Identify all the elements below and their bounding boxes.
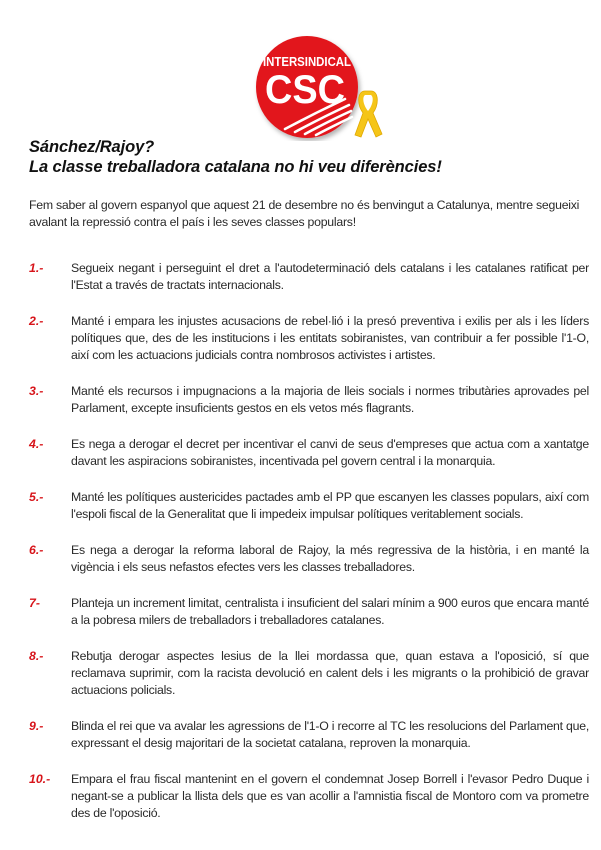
item-number: 2.- <box>29 314 44 328</box>
item-text: Manté i empara les injustes acusacions de rebel·lió i la presó preventiva i exilis per als i les líders polítiques que, des de les institucions i les entitats sobiranistes, van contribuir a fer possible l'1-O, així com les actuacions judicials contra nombrosos activistes i artistes. <box>71 314 589 362</box>
item-text: Empara el frau fiscal mantenint en el govern el condemnat Josep Borrell i l'evasor Pedro Duque i negant-se a publicar la llista dels que es van acollir a l'amnistia fiscal de Montoro com va prometre des de l'oposició. <box>71 772 589 820</box>
list-item <box>29 718 589 752</box>
item-number: 4.- <box>29 437 44 451</box>
title-line-1: Sánchez/Rajoy? <box>29 138 155 156</box>
logo-graphic <box>245 33 395 141</box>
list-item <box>29 436 589 470</box>
list-item <box>29 313 589 364</box>
list-item <box>29 771 589 822</box>
item-number: 7- <box>29 596 40 610</box>
item-number: 8.- <box>29 649 44 663</box>
item-number: 1.- <box>29 261 44 275</box>
logo-main-text: CSC <box>265 68 345 112</box>
item-number: 10.- <box>29 772 51 786</box>
item-text: Es nega a derogar la reforma laboral de Rajoy, la més regressiva de la història, i en manté la vigència i els seus nefastos efectes vers les classes treballadores. <box>71 543 589 574</box>
yellow-ribbon-icon <box>355 91 382 137</box>
item-text: Manté els recursos i impugnacions a la majoria de lleis socials i normes tributàries aprovades pel Parlament, excepte insuficients gestos en els vetos més flagrants. <box>71 384 589 415</box>
list-item <box>29 542 589 576</box>
item-text: Rebutja derogar aspectes lesius de la llei mordassa que, quan estava a l'oposició, sí que reclamava suprimir, com la racista devolució en calent dels i les migrants o la prohibició de gravar actuacions policials. <box>71 649 589 697</box>
item-number: 6.- <box>29 543 44 557</box>
item-text: Planteja un increment limitat, centralista i insuficient del salari mínim a 900 euros que encara manté a la pobresa milers de treballadors i treballadores catalanes. <box>71 596 589 627</box>
intro-paragraph: Fem saber al govern espanyol que aquest 21 de desembre no és benvingut a Catalunya, mentre segueixi avalant la repressió contra el país i les seves classes populars! <box>29 198 580 229</box>
list-item <box>29 489 589 523</box>
demands-list <box>29 260 589 841</box>
item-number: 3.- <box>29 384 44 398</box>
item-number: 9.- <box>29 719 44 733</box>
item-text: Blinda el rei que va avalar les agressions de l'1-O i recorre al TC les resolucions del Parlament que, expressant el desig majoritari de la societat catalana, reproven la monarquia. <box>71 719 589 750</box>
title-line-2: La classe treballadora catalana no hi veu diferències! <box>29 158 442 176</box>
intersindical-csc-logo <box>245 33 395 141</box>
list-item <box>29 383 589 417</box>
logo-top-text: INTERSINDICAL <box>263 55 352 69</box>
item-text: Manté les polítiques austericides pactades amb el PP que escanyen les classes populars, així com l'espoli fiscal de la Generalitat que li impedeix impulsar polítiques veritablement socials. <box>71 490 589 521</box>
list-item <box>29 648 589 699</box>
list-item <box>29 595 589 629</box>
page-title <box>29 137 589 177</box>
list-item <box>29 260 589 294</box>
item-text: Es nega a derogar el decret per incentivar el canvi de seus d'empreses que actua com a xantatge davant les aspiracions sobiranistes, incentivada pel govern central i la monarquia. <box>71 437 589 468</box>
item-text: Segueix negant i perseguint el dret a l'autodeterminació dels catalans i les catalanes ratificat per l'Estat a través de tractats internacionals. <box>71 261 589 292</box>
item-number: 5.- <box>29 490 44 504</box>
